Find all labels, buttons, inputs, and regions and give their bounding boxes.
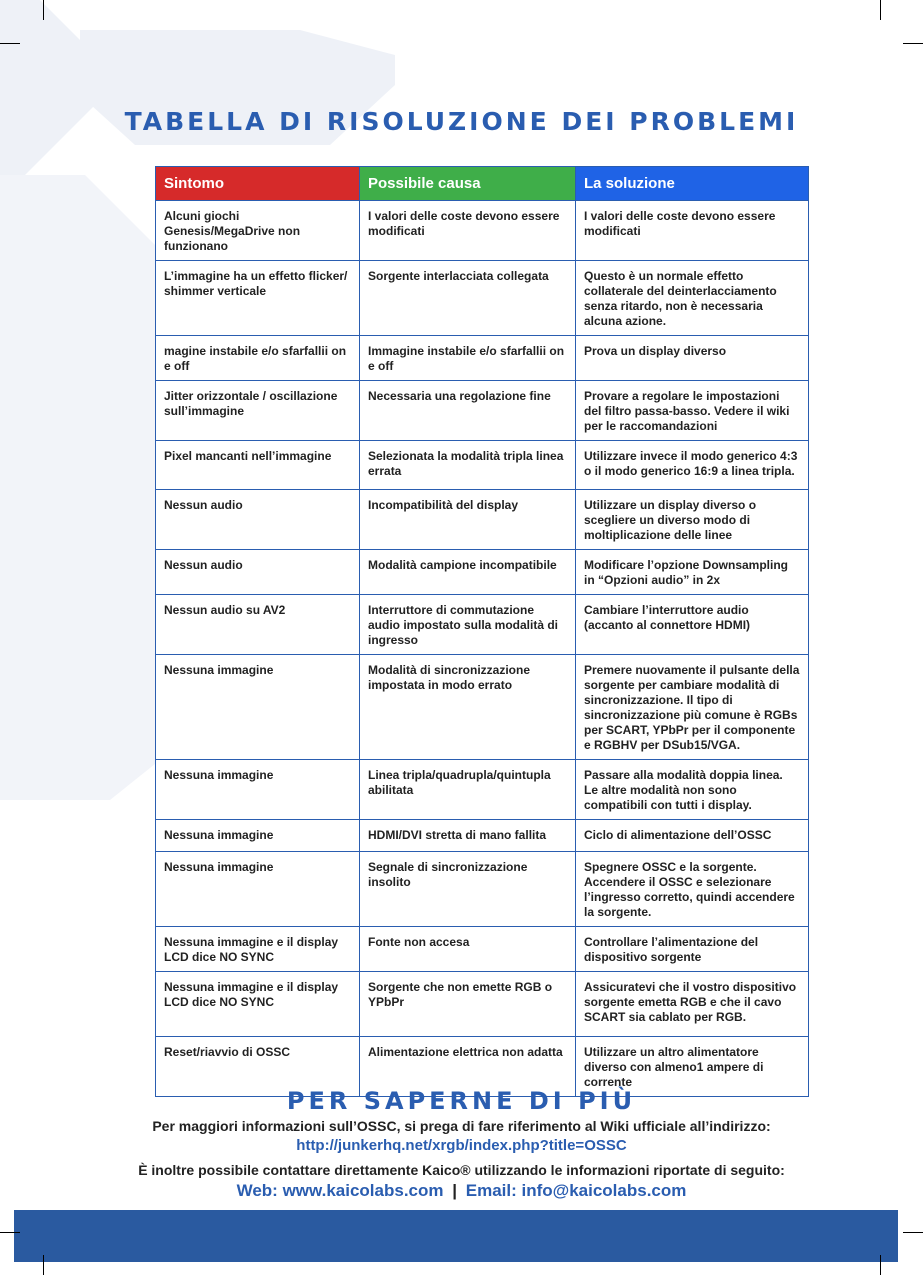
- table-row: [156, 261, 809, 336]
- table-row: [156, 441, 809, 490]
- cause-cell: Necessaria una regolazione fine: [360, 381, 576, 441]
- solution-cell: Controllare l’alimentazione del dispositivo sorgente: [576, 927, 809, 972]
- symptom-cell: Pixel mancanti nell’immagine: [156, 441, 360, 490]
- solution-cell: Utilizzare un altro alimentatore diverso con almeno1 ampere di corrente: [576, 1037, 809, 1097]
- crop-mark: [903, 1232, 923, 1233]
- table-row: [156, 760, 809, 820]
- symptom-cell: Nessun audio su AV2: [156, 595, 360, 655]
- crop-mark: [43, 1255, 44, 1275]
- solution-cell: Modificare l’opzione Downsampling in “Opzioni audio” in 2x: [576, 550, 809, 595]
- table-row: [156, 490, 809, 550]
- header-cause: Possibile causa: [360, 167, 576, 201]
- table-row: [156, 927, 809, 972]
- cause-cell: Alimentazione elettrica non adatta: [360, 1037, 576, 1097]
- solution-cell: Questo è un normale effetto collaterale del deinterlacciamento senza ritardo, non è necessaria alcuna azione.: [576, 261, 809, 336]
- troubleshooting-table: [155, 166, 809, 1097]
- solution-cell: Assicuratevi che il vostro dispositivo sorgente emetta RGB e che il cavo SCART sia cablato per RGB.: [576, 972, 809, 1037]
- solution-cell: Prova un display diverso: [576, 336, 809, 381]
- cause-cell: Incompatibilità del display: [360, 490, 576, 550]
- web-link[interactable]: Web: www.kaicolabs.com: [236, 1181, 444, 1200]
- solution-cell: Ciclo di alimentazione dell’OSSC: [576, 820, 809, 852]
- symptom-cell: Nessuna immagine: [156, 760, 360, 820]
- crop-mark: [43, 0, 44, 20]
- crop-mark: [880, 1255, 881, 1275]
- symptom-cell: Nessuna immagine: [156, 852, 360, 927]
- table-row: [156, 820, 809, 852]
- symptom-cell: Alcuni giochi Genesis/MegaDrive non funzionano: [156, 201, 360, 261]
- contact-intro-text: È inoltre possibile contattare direttamente Kaico® utilizzando le informazioni riportate di seguito:: [138, 1162, 785, 1178]
- table-row: [156, 655, 809, 760]
- table-row: [156, 972, 809, 1037]
- header-symptom: Sintomo: [156, 167, 360, 201]
- solution-cell: Cambiare l’interruttore audio (accanto al connettore HDMI): [576, 595, 809, 655]
- solution-cell: Provare a regolare le impostazioni del filtro passa-basso. Vedere il wiki per le raccomandazioni: [576, 381, 809, 441]
- table-row: [156, 381, 809, 441]
- more-info-title: PER SAPERNE DI PIÙ: [286, 1087, 637, 1115]
- wiki-link[interactable]: http://junkerhq.net/xrgb/index.php?title=OSSC: [296, 1137, 627, 1154]
- header-solution: La soluzione: [576, 167, 809, 201]
- symptom-cell: Reset/riavvio di OSSC: [156, 1037, 360, 1097]
- cause-cell: Selezionata la modalità tripla linea errata: [360, 441, 576, 490]
- symptom-cell: Nessuna immagine e il display LCD dice NO SYNC: [156, 972, 360, 1037]
- symptom-cell: Nessuna immagine: [156, 820, 360, 852]
- cause-cell: Immagine instabile e/o sfarfallii on e off: [360, 336, 576, 381]
- cause-cell: Interruttore di commutazione audio impostato sulla modalità di ingresso: [360, 595, 576, 655]
- crop-mark: [0, 43, 20, 44]
- crop-mark: [880, 0, 881, 20]
- table-row: [156, 595, 809, 655]
- cause-cell: Sorgente che non emette RGB o YPbPr: [360, 972, 576, 1037]
- crop-mark: [0, 1232, 20, 1233]
- contact-line: [0, 1181, 923, 1201]
- cause-cell: Sorgente interlacciata collegata: [360, 261, 576, 336]
- symptom-cell: Nessun audio: [156, 490, 360, 550]
- symptom-cell: magine instabile e/o sfarfallii on e off: [156, 336, 360, 381]
- crop-mark: [903, 43, 923, 44]
- cause-cell: HDMI/DVI stretta di mano fallita: [360, 820, 576, 852]
- table-row: [156, 852, 809, 927]
- table-row: [156, 550, 809, 595]
- symptom-cell: Nessun audio: [156, 550, 360, 595]
- table-header-row: [156, 167, 809, 201]
- table-row: [156, 201, 809, 261]
- solution-cell: Spegnere OSSC e la sorgente. Accendere il OSSC e selezionare l’ingresso corretto, quindi accendere la sorgente.: [576, 852, 809, 927]
- cause-cell: I valori delle coste devono essere modificati: [360, 201, 576, 261]
- solution-cell: Premere nuovamente il pulsante della sorgente per cambiare modalità di sincronizzazione. Il tipo di sincronizzazione più comune è RGBs per SCART, YPbPr per il componente e RGBHV per DSub15/VGA.: [576, 655, 809, 760]
- symptom-cell: Nessuna immagine: [156, 655, 360, 760]
- wiki-intro-text: Per maggiori informazioni sull’OSSC, si prega di fare riferimento al Wiki ufficiale all’indirizzo:: [152, 1118, 771, 1134]
- cause-cell: Fonte non accesa: [360, 927, 576, 972]
- solution-cell: Utilizzare invece il modo generico 4:3 o il modo generico 16:9 a linea tripla.: [576, 441, 809, 490]
- solution-cell: Utilizzare un display diverso o scegliere un diverso modo di moltiplicazione delle linee: [576, 490, 809, 550]
- symptom-cell: L’immagine ha un effetto flicker/ shimmer verticale: [156, 261, 360, 336]
- symptom-cell: Nessuna immagine e il display LCD dice NO SYNC: [156, 927, 360, 972]
- cause-cell: Segnale di sincronizzazione insolito: [360, 852, 576, 927]
- email-link[interactable]: Email: info@kaicolabs.com: [465, 1181, 687, 1200]
- page-title: TABELLA DI RISOLUZIONE DEI PROBLEMI: [124, 107, 799, 136]
- cause-cell: Linea tripla/quadrupla/quintupla abilitata: [360, 760, 576, 820]
- footer-band: [14, 1210, 898, 1262]
- solution-cell: I valori delle coste devono essere modificati: [576, 201, 809, 261]
- table-row: [156, 336, 809, 381]
- cause-cell: Modalità di sincronizzazione impostata in modo errato: [360, 655, 576, 760]
- cause-cell: Modalità campione incompatibile: [360, 550, 576, 595]
- symptom-cell: Jitter orizzontale / oscillazione sull’immagine: [156, 381, 360, 441]
- separator: |: [452, 1181, 457, 1200]
- solution-cell: Passare alla modalità doppia linea. Le altre modalità non sono compatibili con tutti i display.: [576, 760, 809, 820]
